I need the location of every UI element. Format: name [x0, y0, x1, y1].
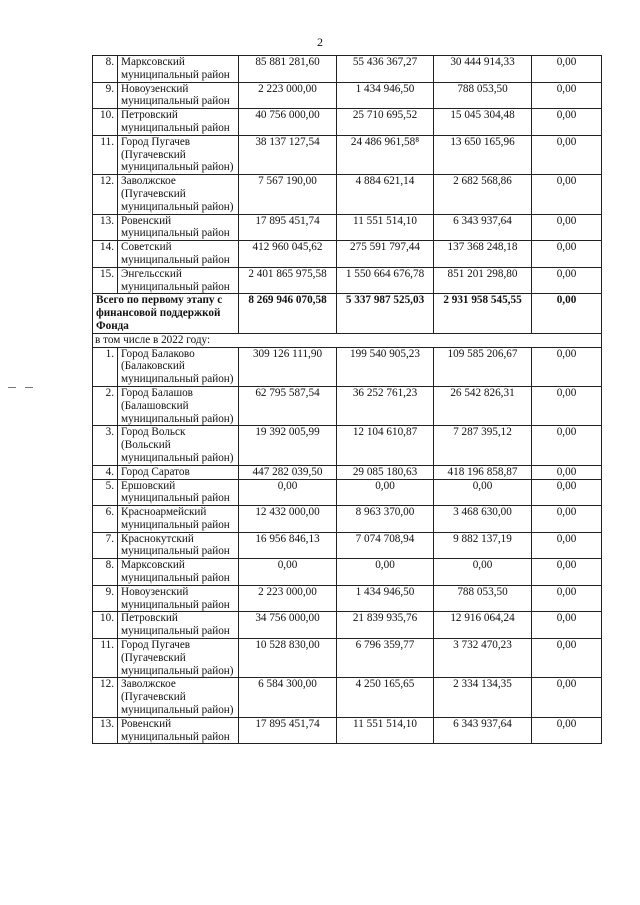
- amount-cell: 0,00: [337, 559, 434, 586]
- row-number: 1.: [93, 347, 118, 386]
- table-row: [93, 465, 602, 479]
- total-label: Всего по первому этапу с финансовой поддержкой Фонда: [93, 294, 239, 333]
- amount-cell: 12 916 064,24: [434, 612, 532, 639]
- row-number: 13.: [93, 214, 118, 241]
- amount-cell: 6 343 937,64: [434, 717, 532, 744]
- table-row: [93, 612, 602, 639]
- total-cell: 5 337 987 525,03: [337, 294, 434, 333]
- municipality-name-line: муниципальный район): [121, 412, 234, 425]
- row-number: 3.: [93, 426, 118, 465]
- amount-cell: 0,00: [532, 175, 602, 214]
- amount-cell: 0,00: [532, 386, 602, 425]
- amount-cell: 6 796 359,77: [337, 639, 434, 678]
- municipality-name-line: Ровенский: [121, 214, 172, 227]
- amount-cell: 7 567 190,00: [239, 175, 337, 214]
- table-row: [93, 479, 602, 506]
- amount-cell: 199 540 905,23: [337, 347, 434, 386]
- municipality-name-line: Ровенский: [121, 717, 172, 730]
- municipality-name-line: муниципальный район): [121, 161, 234, 174]
- municipality-name-line: (Пугачевский: [121, 651, 186, 664]
- amount-cell: 137 368 248,18: [434, 241, 532, 268]
- municipality-name-line: Город Пугачев: [121, 639, 191, 652]
- amount-cell: 851 201 298,80: [434, 267, 532, 294]
- amount-cell: 0,00: [532, 479, 602, 506]
- amount-cell: 6 584 300,00: [239, 678, 337, 717]
- amount-cell: 2 401 865 975,58: [239, 267, 337, 294]
- table-row: [93, 559, 602, 586]
- municipality-name-line: Ершовский: [121, 479, 176, 492]
- amount-cell: 0,00: [532, 506, 602, 533]
- table-row: [93, 175, 602, 214]
- amount-cell: 9 882 137,19: [434, 532, 532, 559]
- municipality-name-line: муниципальный район): [121, 200, 234, 213]
- municipality-name-line: муниципальный район: [121, 625, 230, 638]
- municipality-name-line: Заволжское: [121, 678, 176, 691]
- amount-cell: 0,00: [532, 241, 602, 268]
- margin-dashes: [8, 378, 42, 396]
- amount-cell: 0,00: [532, 135, 602, 174]
- amount-cell: 55 436 367,27: [337, 56, 434, 83]
- municipality-name-line: Город Пугачев: [121, 135, 191, 148]
- amount-cell: 0,00: [532, 56, 602, 83]
- amount-cell: 19 392 005,99: [239, 426, 337, 465]
- amount-cell: 26 542 826,31: [434, 386, 532, 425]
- municipality-name-line: Город Вольск: [121, 426, 186, 439]
- amount-cell: 0,00: [337, 479, 434, 506]
- row-number: 8.: [93, 559, 118, 586]
- amount-cell: 7 287 395,12: [434, 426, 532, 465]
- table-row: [93, 717, 602, 744]
- municipality-name: [118, 386, 239, 425]
- row-number: 9.: [93, 82, 118, 109]
- table-row: [93, 82, 602, 109]
- total-cell: 8 269 946 070,58: [239, 294, 337, 333]
- amount-cell: 418 196 858,87: [434, 465, 532, 479]
- municipality-name: [118, 175, 239, 214]
- table-row: [93, 506, 602, 533]
- table-row: [93, 267, 602, 294]
- amount-cell: 3 468 630,00: [434, 506, 532, 533]
- municipality-name-line: Марксовский: [121, 559, 185, 572]
- table-row: [93, 386, 602, 425]
- row-number: 10.: [93, 109, 118, 136]
- amount-cell: 11 551 514,10: [337, 214, 434, 241]
- amount-cell: 0,00: [532, 612, 602, 639]
- municipality-name-line: муниципальный район: [121, 492, 230, 505]
- municipality-name-line: Город Саратов: [121, 465, 190, 478]
- municipality-name-line: муниципальный район): [121, 451, 234, 464]
- municipality-name-line: муниципальный район: [121, 518, 230, 531]
- amount-cell: 0,00: [532, 109, 602, 136]
- amount-cell: 21 839 935,76: [337, 612, 434, 639]
- amount-cell: 2 223 000,00: [239, 585, 337, 612]
- amount-cell: 788 053,50: [434, 585, 532, 612]
- amount-cell: 0,00: [532, 465, 602, 479]
- amount-cell: 0,00: [532, 559, 602, 586]
- table-row: [93, 532, 602, 559]
- municipality-name-line: муниципальный район: [121, 730, 230, 743]
- row-number: 12.: [93, 175, 118, 214]
- amount-cell: 7 074 708,94: [337, 532, 434, 559]
- table-row: [93, 639, 602, 678]
- amount-cell: 17 895 451,74: [239, 717, 337, 744]
- row-number: 13.: [93, 717, 118, 744]
- municipality-name: [118, 585, 239, 612]
- municipality-name-line: муниципальный район: [121, 253, 230, 266]
- section-row: [93, 333, 602, 347]
- row-number: 2.: [93, 386, 118, 425]
- total-cell: 2 931 958 545,55: [434, 294, 532, 333]
- municipality-name: [118, 267, 239, 294]
- municipality-name: [118, 559, 239, 586]
- municipality-name: [118, 109, 239, 136]
- amount-cell: 0,00: [239, 559, 337, 586]
- amount-cell: 12 432 000,00: [239, 506, 337, 533]
- amount-cell: 40 756 000,00: [239, 109, 337, 136]
- municipality-name: [118, 82, 239, 109]
- amount-cell: 0,00: [532, 347, 602, 386]
- municipality-name-line: муниципальный район: [121, 95, 230, 108]
- amount-cell: 4 884 621,14: [337, 175, 434, 214]
- table-body-part2: [93, 347, 602, 744]
- amount-cell: 788 053,50: [434, 82, 532, 109]
- municipality-name: [118, 639, 239, 678]
- amount-cell: 25 710 695,52: [337, 109, 434, 136]
- amount-cell: 0,00: [532, 717, 602, 744]
- municipality-name: [118, 135, 239, 174]
- amount-cell: 0,00: [532, 426, 602, 465]
- municipality-name-line: Марксовский: [121, 56, 185, 68]
- municipality-name-line: муниципальный район: [121, 121, 230, 134]
- municipality-name-line: Город Балаково: [121, 347, 195, 360]
- table-total-section: [93, 294, 602, 347]
- municipality-name-line: (Балашовский: [121, 399, 189, 412]
- amount-cell: 1 550 664 676,78: [337, 267, 434, 294]
- municipality-name: [118, 678, 239, 717]
- amount-cell: 0,00: [434, 479, 532, 506]
- municipality-name: [118, 717, 239, 744]
- amount-cell: 3 732 470,23: [434, 639, 532, 678]
- row-number: 12.: [93, 678, 118, 717]
- municipality-name-line: (Пугачевский: [121, 691, 186, 704]
- municipality-name-line: (Пугачевский: [121, 148, 186, 161]
- amount-cell: 0,00: [532, 532, 602, 559]
- amount-cell: 30 444 914,33: [434, 56, 532, 83]
- amount-cell: 29 085 180,63: [337, 465, 434, 479]
- table-body-part1: [93, 56, 602, 294]
- municipality-name: [118, 612, 239, 639]
- table-row: [93, 135, 602, 174]
- amount-cell: 0,00: [532, 639, 602, 678]
- municipality-name-line: (Балаковский: [121, 360, 185, 373]
- table-row: [93, 214, 602, 241]
- amount-cell: 447 282 039,50: [239, 465, 337, 479]
- municipality-name-line: Советский: [121, 241, 172, 254]
- amount-cell: 0,00: [532, 82, 602, 109]
- table-row: [93, 426, 602, 465]
- municipality-name-line: Новоузенский: [121, 585, 189, 598]
- amount-cell: 2 223 000,00: [239, 82, 337, 109]
- amount-cell: 11 551 514,10: [337, 717, 434, 744]
- amount-cell: 13 650 165,96: [434, 135, 532, 174]
- row-number: 6.: [93, 506, 118, 533]
- row-number: 8.: [93, 56, 118, 83]
- municipality-name-line: муниципальный район): [121, 664, 234, 677]
- amount-cell: 24 486 961,58⁸: [337, 135, 434, 174]
- row-number: 15.: [93, 267, 118, 294]
- amount-cell: 34 756 000,00: [239, 612, 337, 639]
- amount-cell: 85 881 281,60: [239, 56, 337, 83]
- amount-cell: 1 434 946,50: [337, 82, 434, 109]
- municipality-name-line: Новоузенский: [121, 82, 189, 95]
- municipality-name: [118, 214, 239, 241]
- amount-cell: 38 137 127,54: [239, 135, 337, 174]
- row-number: 7.: [93, 532, 118, 559]
- municipality-name-line: Петровский: [121, 109, 178, 122]
- amount-cell: 0,00: [239, 479, 337, 506]
- municipality-name: [118, 347, 239, 386]
- amount-cell: 275 591 797,44: [337, 241, 434, 268]
- amount-cell: 17 895 451,74: [239, 214, 337, 241]
- amount-cell: 4 250 165,65: [337, 678, 434, 717]
- amount-cell: 10 528 830,00: [239, 639, 337, 678]
- amount-cell: 0,00: [532, 267, 602, 294]
- municipality-name-line: муниципальный район: [121, 545, 230, 558]
- amount-cell: 0,00: [434, 559, 532, 586]
- municipality-name-line: Краснокутский: [121, 532, 194, 545]
- amount-cell: 109 585 206,67: [434, 347, 532, 386]
- amount-cell: 2 334 134,35: [434, 678, 532, 717]
- municipality-name-line: муниципальный район): [121, 704, 234, 717]
- row-number: 5.: [93, 479, 118, 506]
- row-number: 10.: [93, 612, 118, 639]
- municipality-name-line: (Вольский: [121, 439, 171, 452]
- municipality-name-line: муниципальный район: [121, 227, 230, 240]
- amount-cell: 412 960 045,62: [239, 241, 337, 268]
- financing-table: [92, 55, 602, 744]
- amount-cell: 2 682 568,86: [434, 175, 532, 214]
- municipality-name-line: Красноармейский: [121, 506, 207, 519]
- municipality-name: [118, 506, 239, 533]
- table-row: [93, 585, 602, 612]
- municipality-name: [118, 479, 239, 506]
- table-row: [93, 241, 602, 268]
- municipality-name-line: муниципальный район: [121, 280, 230, 293]
- table-row: [93, 109, 602, 136]
- table-row: [93, 678, 602, 717]
- amount-cell: 16 956 846,13: [239, 532, 337, 559]
- section-label: в том числе в 2022 году:: [93, 333, 602, 347]
- municipality-name: [118, 56, 239, 83]
- municipality-name-line: Город Балашов: [121, 386, 193, 399]
- municipality-name-line: муниципальный район: [121, 68, 230, 81]
- table-row: [93, 347, 602, 386]
- amount-cell: 62 795 587,54: [239, 386, 337, 425]
- municipality-name-line: муниципальный район): [121, 373, 234, 386]
- row-number: 11.: [93, 135, 118, 174]
- amount-cell: 1 434 946,50: [337, 585, 434, 612]
- amount-cell: 6 343 937,64: [434, 214, 532, 241]
- row-number: 4.: [93, 465, 118, 479]
- municipality-name: [118, 426, 239, 465]
- amount-cell: 0,00: [532, 678, 602, 717]
- amount-cell: 8 963 370,00: [337, 506, 434, 533]
- row-number: 11.: [93, 639, 118, 678]
- total-cell: 0,00: [532, 294, 602, 333]
- municipality-name: [118, 532, 239, 559]
- page-number: 2: [317, 35, 323, 49]
- amount-cell: 15 045 304,48: [434, 109, 532, 136]
- municipality-name-line: Заволжское: [121, 175, 176, 188]
- municipality-name-line: (Пугачевский: [121, 187, 186, 200]
- total-row: [93, 294, 602, 333]
- municipality-name-line: Энгельсский: [121, 267, 182, 280]
- municipality-name-line: муниципальный район: [121, 598, 230, 611]
- row-number: 14.: [93, 241, 118, 268]
- amount-cell: 309 126 111,90: [239, 347, 337, 386]
- municipality-name-line: Петровский: [121, 612, 178, 625]
- amount-cell: 0,00: [532, 585, 602, 612]
- row-number: 9.: [93, 585, 118, 612]
- municipality-name-line: муниципальный район: [121, 572, 230, 585]
- amount-cell: 36 252 761,23: [337, 386, 434, 425]
- table-row: [93, 56, 602, 83]
- amount-cell: 12 104 610,87: [337, 426, 434, 465]
- municipality-name: [118, 241, 239, 268]
- amount-cell: 0,00: [532, 214, 602, 241]
- municipality-name: [118, 465, 239, 479]
